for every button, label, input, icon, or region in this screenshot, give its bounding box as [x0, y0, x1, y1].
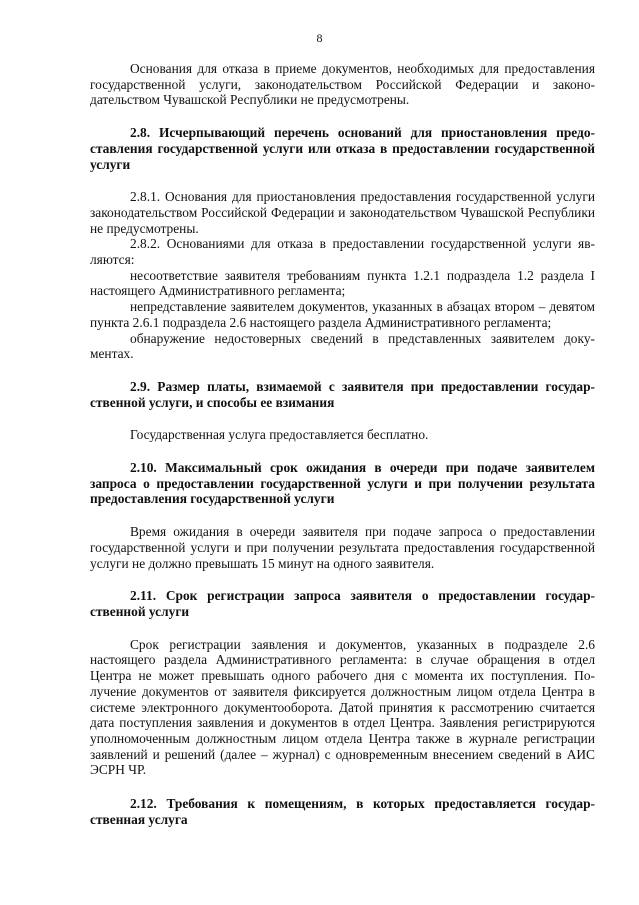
heading-2-12: 2.12. Требования к помещениям, в которых предоставляется государственная услуга [90, 796, 595, 827]
paragraph-false-information: обнаружение недостоверных сведений в представленных заявителем документах. [90, 330, 595, 362]
document-body [90, 61, 595, 844]
paragraph-free-service: Государственная услуга предоставляется бесплатно. [130, 427, 429, 443]
page-number: 8 [316, 31, 323, 45]
paragraph-missing-documents: непредставление заявителем документов, указанных в абзацах втором – девятом пункта 2.6.1 подраздела 2.6 настоящего раздела Административного регламента; [90, 299, 595, 330]
paragraph-mismatch-requirements: несоответствие заявителя требованиям пункта 1.2.1 подраздела 1.2 раздела I настоящего Административного регламента; [90, 267, 595, 299]
heading-2-9: 2.9. Размер платы, взимаемой с заявителя при предоставлении государственной услуги, и способы ее взимания [90, 378, 595, 410]
heading-2-8: 2.8. Исчерпывающий перечень оснований для приостановления предоставления государственной услуги или отказа в предоставлении государственной услуги [90, 125, 595, 172]
heading-2-10: 2.10. Максимальный срок ожидания в очереди при подаче заявителем запроса о предоставлении государственной услуги и при получении результата предоставления государственной услуги [90, 460, 595, 507]
paragraph-waiting-time: Время ожидания в очереди заявителя при подаче запроса о предоставлении государственной услуги и при получении результата предоставления государственной услуги не должно превышать 15 минут на одного заявителя. [90, 524, 595, 571]
heading-2-11: 2.11. Срок регистрации запроса заявителя о предоставлении государственной услуги [90, 588, 595, 619]
paragraph-2-8-1: 2.8.1. Основания для приостановления предоставления государственной услуги законодательством Российской Федерации и законодательством Чувашской Республики не предусмотрены. [90, 189, 595, 236]
paragraph-refusal-grounds: Основания для отказа в приеме документов, необходимых для предоставления государственной услуги, законодательством Российской Федерации и законодательством Чувашской Республики не предусмотрены. [90, 61, 595, 108]
paragraph-registration-term: Срок регистрации заявления и документов, указанных в подразделе 2.6 настоящего раздела Административного регламента: в случае обращения в отдел Центра не может превышать одного рабочего дня с момента их поступления. Получение документов от заявителя фиксируется должностным лицом отдела Центра в системе электронного документооборота. Датой принятия к рассмотрению считается дата поступления заявления и документов в отдел Центра. Заявления регистрируются уполномоченным должностным лицом отдела Центра также в журнале регистрации заявлений и решений (далее – журнал) с одновременным внесением сведений в АИС ЭСРН ЧР. [90, 636, 595, 778]
paragraph-2-8-2: 2.8.2. Основаниями для отказа в предоставлении государственной услуги являются: [90, 236, 595, 268]
